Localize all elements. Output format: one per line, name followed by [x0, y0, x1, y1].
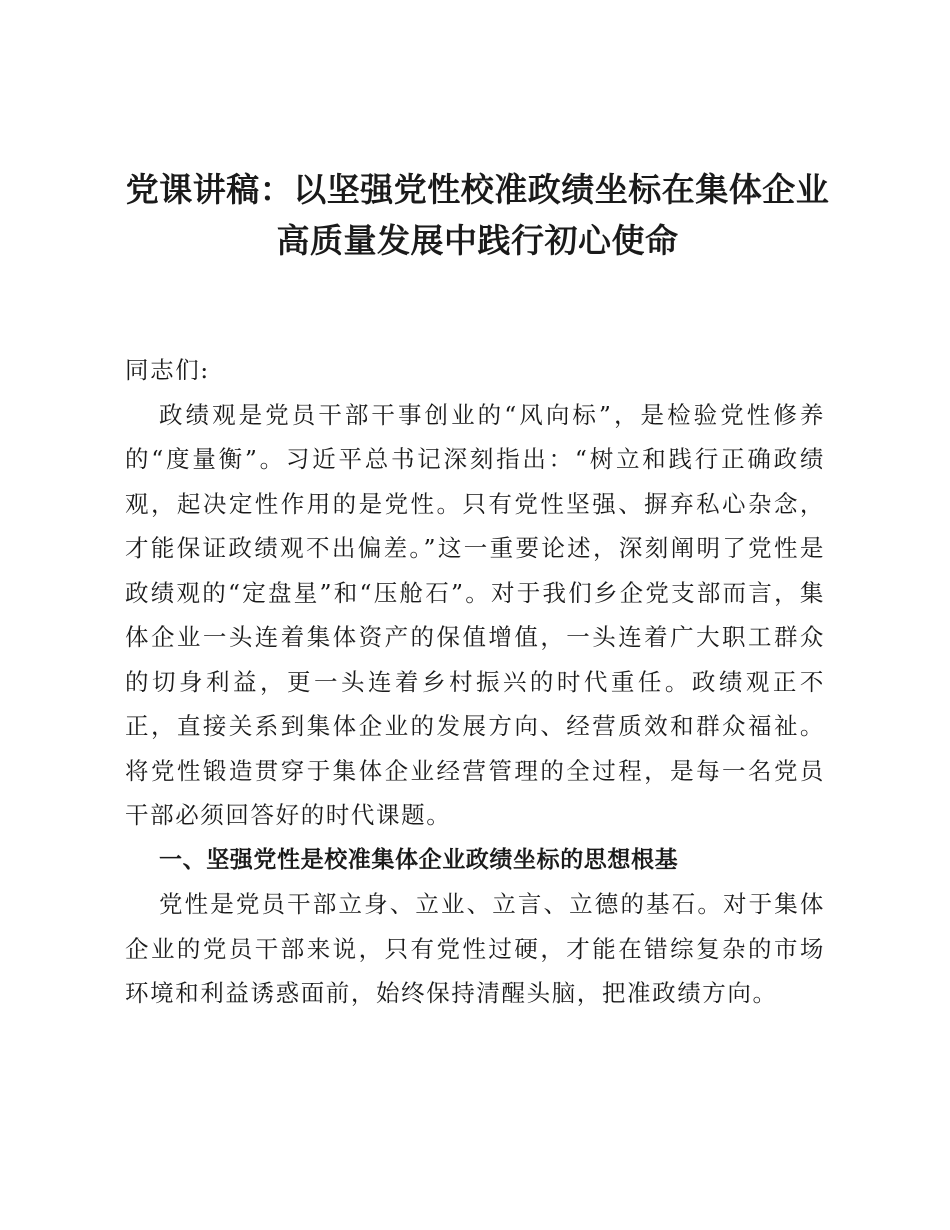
section-heading: 一、坚强党性是校准集体企业政绩坐标的思想根基 — [159, 846, 679, 873]
salutation: 同志们: — [125, 356, 210, 384]
document-title: 党课讲稿：以坚强党性校准政绩坐标在集体企业高质量发展中践行初心使命 — [125, 170, 830, 260]
section-paragraph: 党性是党员干部立身、立业、立言、立德的基石。对于集体企业的党员干部来说，只有党性过硬，才能在错综复杂的市场环境和利益诱惑面前，始终保持清醒头脑，把准政绩方向。 — [125, 890, 825, 1007]
body-paragraph: 政绩观是党员干部干事创业的“风向标”，是检验党性修养的“度量衡”。习近平总书记深刻指出：“树立和践行正确政绩观，起决定性作用的是党性。只有党性坚强、摒弃私心杂念，才能保证政绩观不出偏差。”这一重要论述，深刻阐明了党性是政绩观的“定盘星”和“压舱石”。对于我们乡企党支部而言，集体企业一头连着集体资产的保值增值，一头连着广大职工群众的切身利益，更一头连着乡村振兴的时代重任。政绩观正不正，直接关系到集体企业的发展方向、经营质效和群众福祉。将党性锻造贯穿于集体企业经营管理的全过程，是每一名党员干部必须回答好的时代课题。 — [125, 400, 825, 829]
document-body — [125, 348, 825, 1016]
